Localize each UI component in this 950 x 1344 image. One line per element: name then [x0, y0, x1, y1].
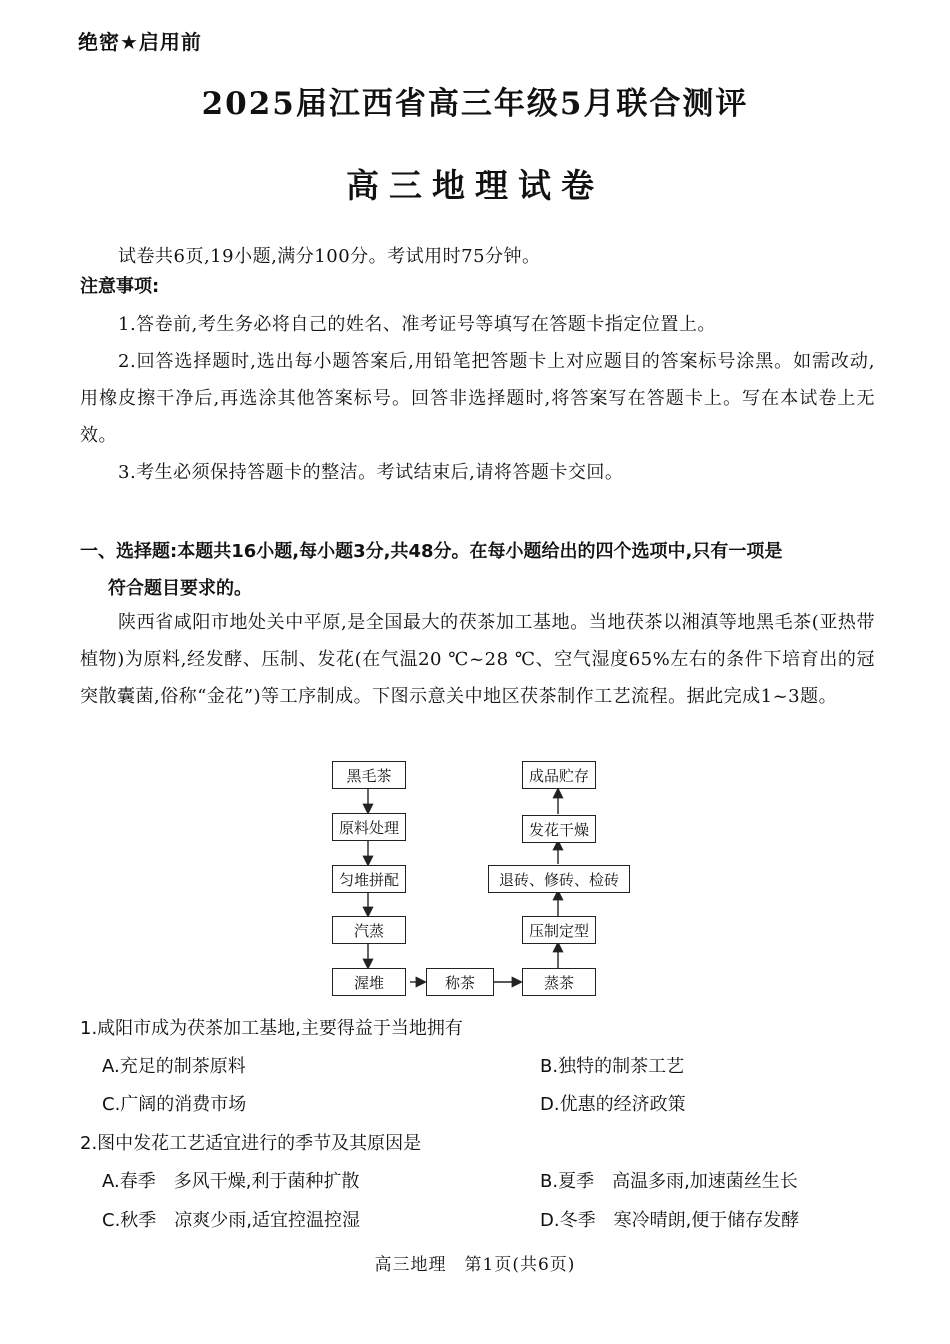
flow-step-weighing: 称茶: [426, 968, 494, 996]
question-1-option-c: C.广阔的消费市场: [102, 1094, 247, 1115]
flow-step-wet-piling: 渥堆: [332, 968, 406, 996]
flow-step-storage: 成品贮存: [522, 761, 596, 789]
flow-step-steam-tea: 蒸茶: [522, 968, 596, 996]
question-2-option-a: A.春季 多风干燥,利于菌种扩散: [102, 1171, 360, 1192]
question-2-option-c: C.秋季 凉爽少雨,适宜控温控湿: [102, 1210, 361, 1231]
tea-process-flowchart: [300, 752, 640, 1002]
flow-step-raw-processing: 原料处理: [332, 813, 406, 841]
flow-step-pile-blending: 匀堆拼配: [332, 865, 406, 893]
section-heading-line2: 符合题目要求的。: [108, 578, 252, 599]
notice-item: 3.考生必须保持答题卡的整洁。考试结束后,请将答题卡交回。: [118, 462, 624, 483]
question-2-option-d: D.冬季 寒冷晴朗,便于储存发酵: [540, 1210, 800, 1231]
question-1-option-a: A.充足的制茶原料: [102, 1056, 246, 1077]
flow-step-black-raw-tea: 黑毛茶: [332, 761, 406, 789]
flow-step-brick-check: 退砖、修砖、检砖: [488, 865, 630, 893]
exam-title: 2025届江西省高三年级5月联合测评: [201, 86, 749, 122]
paper-subject: 高三地理试卷: [346, 166, 604, 205]
flow-step-steaming: 汽蒸: [332, 916, 406, 944]
confidential-label: 绝密★启用前: [78, 30, 202, 54]
question-2-option-b: B.夏季 高温多雨,加速菌丝生长: [540, 1171, 798, 1192]
flow-step-flowering-drying: 发花干燥: [522, 815, 596, 843]
question-1-option-b: B.独特的制茶工艺: [540, 1056, 685, 1077]
flow-step-press-shaping: 压制定型: [522, 916, 596, 944]
question-1-option-d: D.优惠的经济政策: [540, 1094, 686, 1115]
page-footer: 高三地理 第1页(共6页): [374, 1255, 576, 1275]
exam-intro: 试卷共6页,19小题,满分100分。考试用时75分钟。: [118, 246, 541, 267]
notice-item: 1.答卷前,考生务必将自己的姓名、准考证号等填写在答题卡指定位置上。: [118, 314, 716, 335]
notice-heading: 注意事项:: [80, 276, 160, 297]
section-heading-line1: 一、选择题:本题共16小题,每小题3分,共48分。在每小题给出的四个选项中,只有一项是: [80, 541, 783, 562]
question-2-stem: 2.图中发花工艺适宜进行的季节及其原因是: [80, 1133, 422, 1154]
passage-text: 陕西省咸阳市地处关中平原,是全国最大的茯茶加工基地。当地茯茶以湘滇等地黑毛茶(亚热带植物)为原料,经发酵、压制、发花(在气温20 ℃~28 ℃、空气湿度65%左右的条件下培育出的冠突散囊菌,俗称“金花”)等工序制成。下图示意关中地区茯茶制作工艺流程。据此完成1~3题。: [80, 612, 875, 707]
notice-item: 2.回答选择题时,选出每小题答案后,用铅笔把答题卡上对应题目的答案标号涂黑。如需改动,用橡皮擦干净后,再选涂其他答案标号。回答非选择题时,将答案写在答题卡上。写在本试卷上无效。: [80, 351, 875, 446]
section-heading: [80, 533, 875, 607]
question-1-stem: 1.咸阳市成为茯茶加工基地,主要得益于当地拥有: [80, 1018, 463, 1039]
